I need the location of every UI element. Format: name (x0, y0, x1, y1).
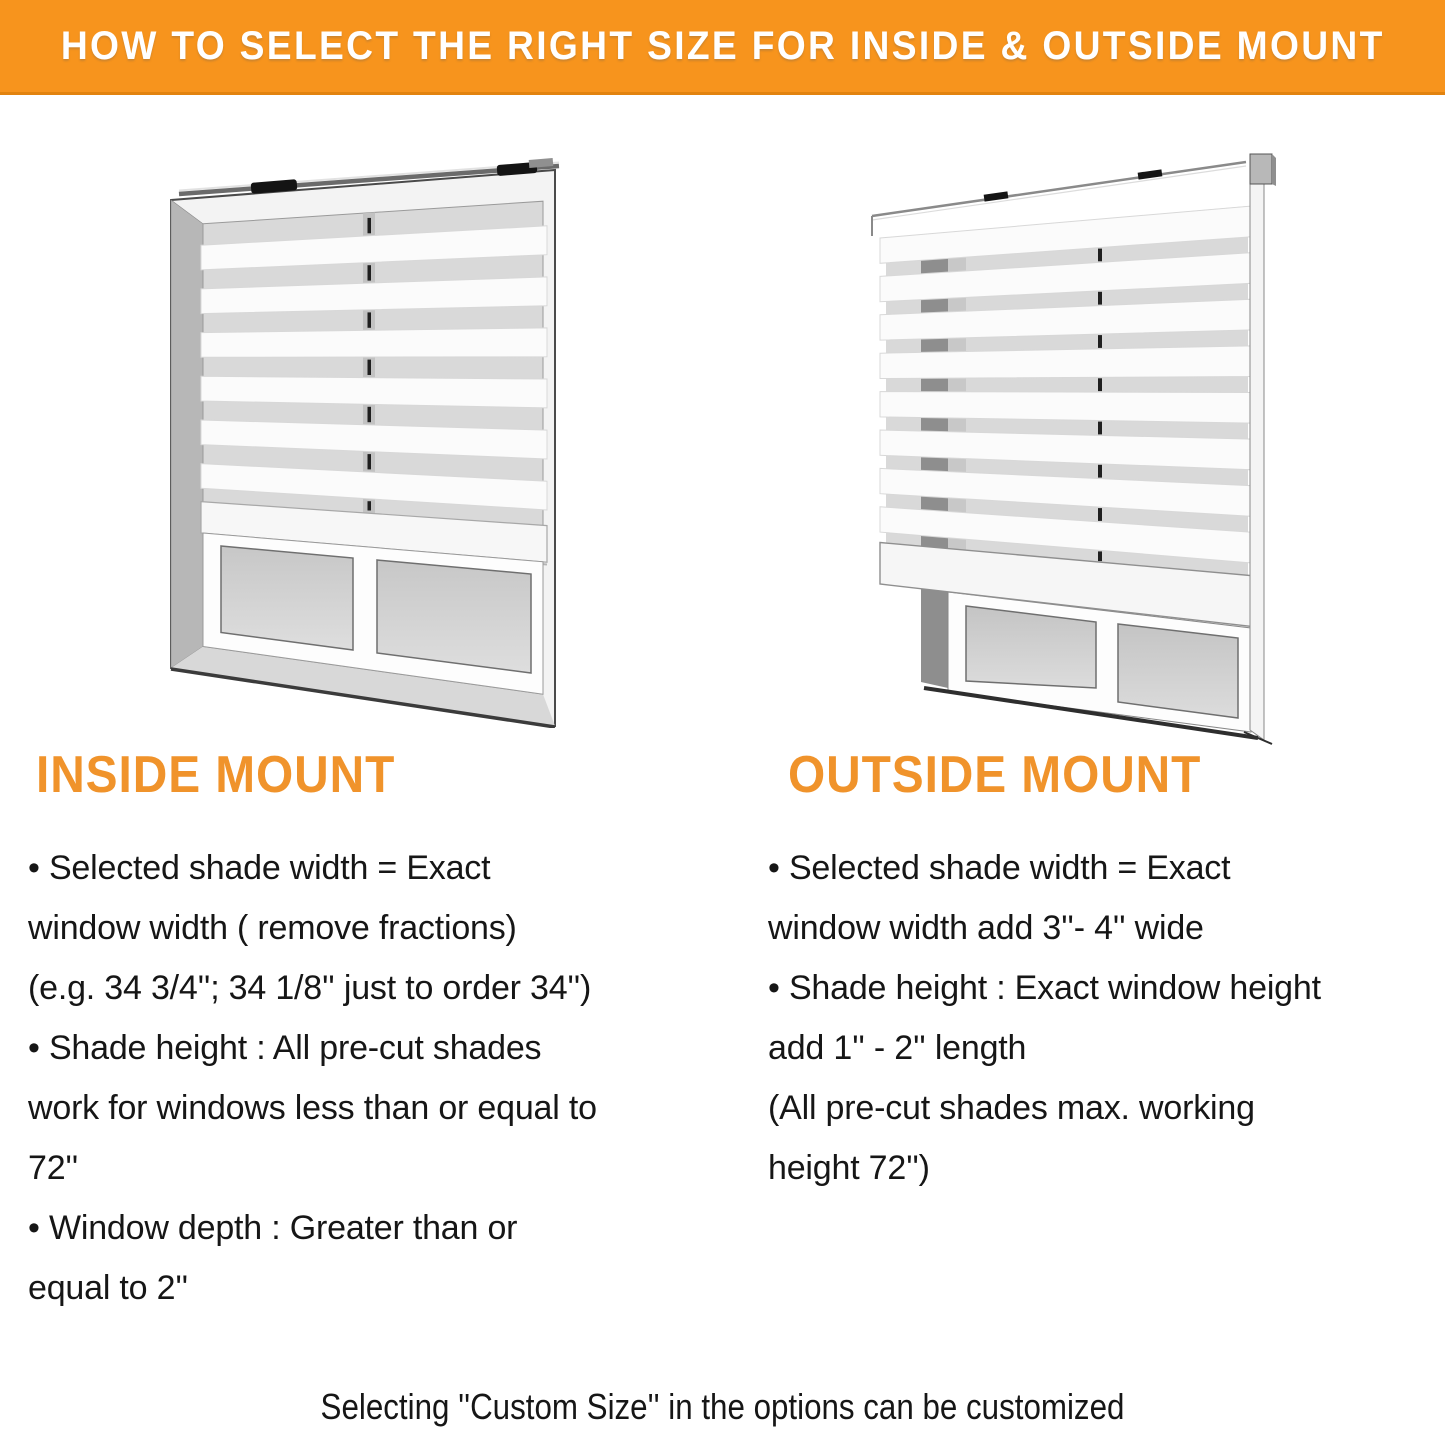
glass-pane-left (221, 546, 353, 650)
instruction-line: (e.g. 34 3/4''; 34 1/8'' just to order 34'') (28, 969, 592, 1007)
page-title: HOW TO SELECT THE RIGHT SIZE FOR INSIDE & OUTSIDE MOUNT (60, 23, 1385, 68)
instruction-line: height 72'') (768, 1149, 930, 1187)
mounting-bracket-icon (984, 191, 1009, 201)
instruction-line: 72'' (28, 1149, 79, 1187)
wall-line (872, 162, 1246, 216)
instruction-line: equal to 2'' (28, 1269, 188, 1307)
instruction-line: • Selected shade width = Exact (768, 849, 1231, 887)
instruction-line: work for windows less than or equal to (28, 1089, 597, 1127)
window-side-trim (1250, 184, 1264, 740)
instruction-line: • Shade height : All pre-cut shades (28, 1029, 542, 1067)
custom-size-note: Selecting ''Custom Size'' in the options can be customized (320, 1386, 1125, 1427)
glass-pane-right (1118, 624, 1238, 718)
instruction-line: window width add 3''- 4'' wide (768, 909, 1204, 947)
instruction-line: • Shade height : Exact window height (768, 969, 1321, 1007)
outside-mount-illustration (866, 140, 1278, 750)
instruction-line: • Window depth : Greater than or (28, 1209, 518, 1247)
window-jamb (171, 200, 203, 668)
window-recess-edge (921, 243, 948, 688)
inside-mount-instructions (28, 838, 733, 1318)
inside-mount-heading: INSIDE MOUNT (36, 746, 396, 804)
instruction-line: (All pre-cut shades max. working (768, 1089, 1255, 1127)
instruction-line: add 1'' - 2'' length (768, 1029, 1027, 1067)
outside-mount-instructions (768, 838, 1445, 1198)
glass-pane-right (377, 560, 531, 673)
inside-mount-illustration (163, 148, 561, 728)
bracket-end-block (1250, 154, 1276, 186)
outside-mount-heading: OUTSIDE MOUNT (788, 746, 1202, 804)
header-banner (0, 0, 1445, 95)
instruction-line: • Selected shade width = Exact (28, 849, 491, 887)
instruction-line: window width ( remove fractions) (28, 909, 517, 947)
